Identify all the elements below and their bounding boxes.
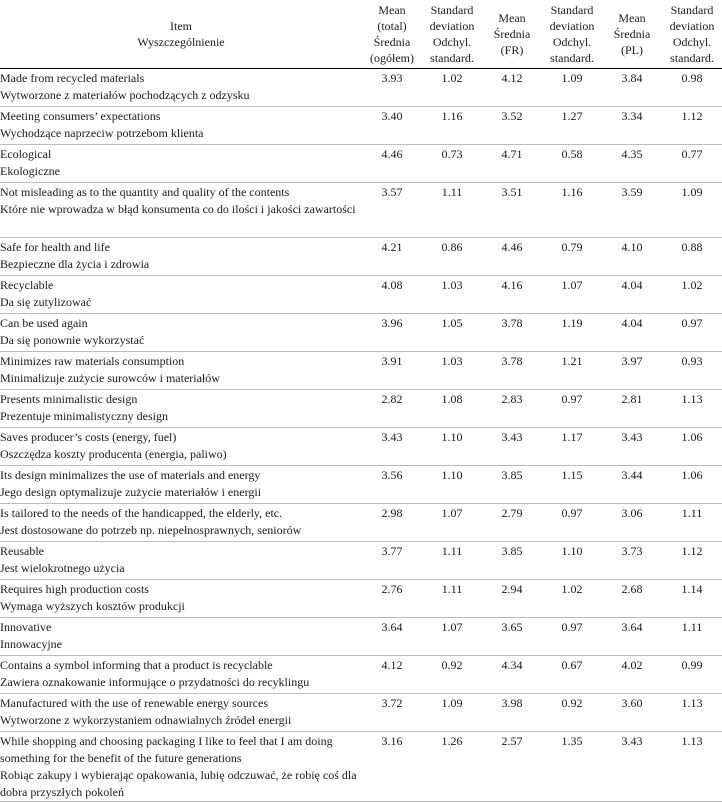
table-row bbox=[0, 580, 722, 618]
mean-total-cell: 3.43 bbox=[362, 428, 422, 466]
sd-total-cell: 1.05 bbox=[422, 314, 482, 352]
sd-fr-cell: 1.16 bbox=[542, 183, 602, 238]
item-cell bbox=[0, 390, 362, 428]
sd-pl-cell: 1.02 bbox=[662, 276, 722, 314]
sd-fr-cell: 1.09 bbox=[542, 69, 602, 107]
sd-fr-header: Standard deviation Odchyl. standard. bbox=[542, 0, 602, 69]
item-cell bbox=[0, 504, 362, 542]
item-label-pl: Da się zutylizować bbox=[0, 295, 92, 309]
mean-fr-cell: 4.46 bbox=[482, 238, 542, 276]
table-row bbox=[0, 276, 722, 314]
sd-pl-cell: 0.98 bbox=[662, 69, 722, 107]
sd-pl-cell: 1.11 bbox=[662, 504, 722, 542]
sd-total-cell: 1.11 bbox=[422, 542, 482, 580]
sd-total-cell: 1.07 bbox=[422, 618, 482, 656]
item-cell bbox=[0, 542, 362, 580]
item-cell bbox=[0, 580, 362, 618]
item-cell bbox=[0, 732, 362, 802]
item-label-pl: Wychodzące naprzeciw potrzebom klienta bbox=[0, 126, 204, 140]
mean-fr-cell: 2.83 bbox=[482, 390, 542, 428]
mean-total-cell: 2.82 bbox=[362, 390, 422, 428]
mean-fr-header: Mean Średnia (FR) bbox=[482, 0, 542, 69]
item-label-en: Presents minimalistic design bbox=[0, 392, 138, 406]
mean-total-cell: 4.21 bbox=[362, 238, 422, 276]
item-label-pl: Robiąc zakupy i wybierając opakowania, lubię odczuwać, że robię coś dla dobra przyszłych pokoleń bbox=[0, 768, 357, 799]
table-row bbox=[0, 183, 722, 238]
sd-pl-cell: 1.14 bbox=[662, 580, 722, 618]
mean-total-cell: 4.08 bbox=[362, 276, 422, 314]
mean-total-cell: 2.76 bbox=[362, 580, 422, 618]
sd-fr-cell: 1.19 bbox=[542, 314, 602, 352]
item-label-pl: Minimalizuje zużycie surowców i materiałów bbox=[0, 371, 220, 385]
item-cell bbox=[0, 69, 362, 107]
item-label-en: Meeting consumers’ expectations bbox=[0, 109, 161, 123]
item-cell bbox=[0, 238, 362, 276]
item-label-pl: Oszczędza koszty producenta (energia, paliwo) bbox=[0, 447, 227, 461]
table-body bbox=[0, 69, 722, 802]
item-label-en: Contains a symbol informing that a product is recyclable bbox=[0, 658, 273, 672]
sd-total-cell: 1.07 bbox=[422, 504, 482, 542]
item-label-en: Is tailored to the needs of the handicapped, the elderly, etc. bbox=[0, 506, 283, 520]
sd-pl-cell: 1.11 bbox=[662, 618, 722, 656]
sd-total-header: Standard deviation Odchyl. standard. bbox=[422, 0, 482, 69]
mean-total-cell: 3.72 bbox=[362, 694, 422, 732]
item-label-pl: Da się ponownie wykorzystać bbox=[0, 333, 145, 347]
item-label-pl: Prezentuje minimalistyczny design bbox=[0, 409, 168, 423]
mean-pl-cell: 3.44 bbox=[602, 466, 662, 504]
sd-fr-cell: 1.27 bbox=[542, 107, 602, 145]
mean-total-cell: 3.77 bbox=[362, 542, 422, 580]
sd-pl-cell: 1.12 bbox=[662, 542, 722, 580]
sd-total-cell: 1.09 bbox=[422, 694, 482, 732]
mean-fr-cell: 4.71 bbox=[482, 145, 542, 183]
sd-total-cell: 1.02 bbox=[422, 69, 482, 107]
item-label-pl: Zawiera oznakowanie informujące o przydatności do recyklingu bbox=[0, 675, 310, 689]
mean-pl-cell: 4.35 bbox=[602, 145, 662, 183]
mean-pl-cell: 3.43 bbox=[602, 428, 662, 466]
sd-fr-cell: 1.35 bbox=[542, 732, 602, 802]
item-label-pl: Wytworzone z materiałów pochodzących z odzysku bbox=[0, 88, 250, 102]
sd-fr-cell: 1.10 bbox=[542, 542, 602, 580]
mean-total-cell: 3.64 bbox=[362, 618, 422, 656]
sd-total-cell: 0.92 bbox=[422, 656, 482, 694]
sd-pl-cell: 1.13 bbox=[662, 732, 722, 802]
sd-pl-cell: 0.99 bbox=[662, 656, 722, 694]
mean-pl-cell: 4.04 bbox=[602, 314, 662, 352]
item-cell bbox=[0, 694, 362, 732]
mean-total-cell: 4.46 bbox=[362, 145, 422, 183]
mean-fr-cell: 2.94 bbox=[482, 580, 542, 618]
mean-total-header: Mean (total) Średnia (ogółem) bbox=[362, 0, 422, 69]
mean-pl-cell: 3.73 bbox=[602, 542, 662, 580]
item-label-en: Its design minimalizes the use of materials and energy bbox=[0, 468, 261, 482]
mean-total-cell: 3.16 bbox=[362, 732, 422, 802]
table-row bbox=[0, 314, 722, 352]
mean-fr-cell: 3.98 bbox=[482, 694, 542, 732]
sd-pl-cell: 0.93 bbox=[662, 352, 722, 390]
item-label-pl: Wytworzone z wykorzystaniem odnawialnych źródeł energii bbox=[0, 713, 292, 727]
item-label-pl: Które nie wprowadza w błąd konsumenta co do ilości i jakości zawartości bbox=[0, 202, 356, 216]
item-label-pl: Wymaga wyższych kosztów produkcji bbox=[0, 599, 185, 613]
item-label-en: Made from recycled materials bbox=[0, 71, 145, 85]
sd-total-cell: 1.08 bbox=[422, 390, 482, 428]
sd-pl-cell: 1.09 bbox=[662, 183, 722, 238]
sd-fr-cell: 1.21 bbox=[542, 352, 602, 390]
item-header-pl: Wyszczególnienie bbox=[137, 35, 225, 49]
table-row bbox=[0, 428, 722, 466]
sd-pl-cell: 1.06 bbox=[662, 428, 722, 466]
table-row bbox=[0, 732, 722, 802]
item-label-pl: Jest dostosowane do potrzeb np. niepełnosprawnych, seniorów bbox=[0, 523, 302, 537]
mean-pl-cell: 3.64 bbox=[602, 618, 662, 656]
table-row bbox=[0, 618, 722, 656]
item-label-en: While shopping and choosing packaging I like to feel that I am doing something for the benefit of the future generations bbox=[0, 734, 333, 765]
sd-pl-cell: 1.13 bbox=[662, 390, 722, 428]
item-cell bbox=[0, 183, 362, 238]
mean-fr-cell: 4.12 bbox=[482, 69, 542, 107]
mean-total-cell: 3.93 bbox=[362, 69, 422, 107]
table-row bbox=[0, 656, 722, 694]
item-label-en: Reusable bbox=[0, 544, 44, 558]
item-cell bbox=[0, 145, 362, 183]
sd-total-cell: 1.11 bbox=[422, 580, 482, 618]
item-cell bbox=[0, 107, 362, 145]
table-row bbox=[0, 352, 722, 390]
mean-pl-cell: 3.84 bbox=[602, 69, 662, 107]
mean-fr-cell: 3.52 bbox=[482, 107, 542, 145]
mean-fr-cell: 2.57 bbox=[482, 732, 542, 802]
item-cell bbox=[0, 466, 362, 504]
mean-total-cell: 3.96 bbox=[362, 314, 422, 352]
sd-fr-cell: 0.97 bbox=[542, 618, 602, 656]
item-header bbox=[0, 0, 362, 69]
sd-total-cell: 1.16 bbox=[422, 107, 482, 145]
table-row bbox=[0, 542, 722, 580]
mean-fr-cell: 3.51 bbox=[482, 183, 542, 238]
mean-fr-cell: 3.78 bbox=[482, 314, 542, 352]
item-label-en: Safe for health and life bbox=[0, 240, 110, 254]
mean-pl-cell: 3.06 bbox=[602, 504, 662, 542]
sd-pl-cell: 0.88 bbox=[662, 238, 722, 276]
item-label-en: Minimizes raw materials consumption bbox=[0, 354, 185, 368]
item-label-en: Requires high production costs bbox=[0, 582, 149, 596]
mean-fr-cell: 3.65 bbox=[482, 618, 542, 656]
mean-pl-cell: 3.60 bbox=[602, 694, 662, 732]
mean-fr-cell: 3.85 bbox=[482, 542, 542, 580]
mean-fr-cell: 4.16 bbox=[482, 276, 542, 314]
sd-fr-cell: 0.92 bbox=[542, 694, 602, 732]
mean-fr-cell: 2.79 bbox=[482, 504, 542, 542]
sd-pl-cell: 0.77 bbox=[662, 145, 722, 183]
item-label-pl: Ekologiczne bbox=[0, 164, 60, 178]
item-label-en: Recyclable bbox=[0, 278, 54, 292]
sd-fr-cell: 1.02 bbox=[542, 580, 602, 618]
item-cell bbox=[0, 352, 362, 390]
sd-total-cell: 1.10 bbox=[422, 428, 482, 466]
table-row bbox=[0, 69, 722, 107]
sd-pl-cell: 1.13 bbox=[662, 694, 722, 732]
mean-total-cell: 3.40 bbox=[362, 107, 422, 145]
table-row bbox=[0, 107, 722, 145]
sd-fr-cell: 0.97 bbox=[542, 504, 602, 542]
mean-pl-cell: 3.34 bbox=[602, 107, 662, 145]
mean-pl-cell: 2.68 bbox=[602, 580, 662, 618]
mean-fr-cell: 3.43 bbox=[482, 428, 542, 466]
mean-fr-cell: 4.34 bbox=[482, 656, 542, 694]
sd-pl-header: Standard deviation Odchyl. standard. bbox=[662, 0, 722, 69]
table-header-row bbox=[0, 0, 722, 69]
item-cell bbox=[0, 656, 362, 694]
sd-fr-cell: 0.79 bbox=[542, 238, 602, 276]
table-row bbox=[0, 145, 722, 183]
sd-total-cell: 1.03 bbox=[422, 276, 482, 314]
table-row bbox=[0, 694, 722, 732]
table-row bbox=[0, 238, 722, 276]
item-label-en: Can be used again bbox=[0, 316, 88, 330]
sd-fr-cell: 1.07 bbox=[542, 276, 602, 314]
sd-total-cell: 1.26 bbox=[422, 732, 482, 802]
mean-total-cell: 4.12 bbox=[362, 656, 422, 694]
item-cell bbox=[0, 428, 362, 466]
mean-fr-cell: 3.78 bbox=[482, 352, 542, 390]
sd-total-cell: 0.73 bbox=[422, 145, 482, 183]
item-header-en: Item bbox=[170, 19, 192, 33]
item-label-pl: Jego design optymalizuje zużycie materiałów i energii bbox=[0, 485, 262, 499]
table-row bbox=[0, 504, 722, 542]
sd-pl-cell: 0.97 bbox=[662, 314, 722, 352]
mean-total-cell: 3.56 bbox=[362, 466, 422, 504]
mean-pl-cell: 3.43 bbox=[602, 732, 662, 802]
mean-pl-header: Mean Średnia (PL) bbox=[602, 0, 662, 69]
mean-pl-cell: 4.04 bbox=[602, 276, 662, 314]
mean-pl-cell: 2.81 bbox=[602, 390, 662, 428]
item-label-en: Not misleading as to the quantity and quality of the contents bbox=[0, 185, 290, 199]
mean-fr-cell: 3.85 bbox=[482, 466, 542, 504]
mean-pl-cell: 3.59 bbox=[602, 183, 662, 238]
mean-pl-cell: 3.97 bbox=[602, 352, 662, 390]
item-label-en: Ecological bbox=[0, 147, 52, 161]
table-row bbox=[0, 390, 722, 428]
sd-fr-cell: 0.58 bbox=[542, 145, 602, 183]
sd-total-cell: 1.11 bbox=[422, 183, 482, 238]
item-cell bbox=[0, 314, 362, 352]
mean-total-cell: 3.91 bbox=[362, 352, 422, 390]
sd-pl-cell: 1.06 bbox=[662, 466, 722, 504]
sd-total-cell: 0.86 bbox=[422, 238, 482, 276]
mean-total-cell: 2.98 bbox=[362, 504, 422, 542]
table-row bbox=[0, 466, 722, 504]
item-label-en: Saves producer’s costs (energy, fuel) bbox=[0, 430, 177, 444]
mean-pl-cell: 4.02 bbox=[602, 656, 662, 694]
sd-total-cell: 1.10 bbox=[422, 466, 482, 504]
sd-pl-cell: 1.12 bbox=[662, 107, 722, 145]
item-label-en: Manufactured with the use of renewable energy sources bbox=[0, 696, 269, 710]
item-label-pl: Innowacyjne bbox=[0, 637, 62, 651]
sd-fr-cell: 0.97 bbox=[542, 390, 602, 428]
sd-fr-cell: 1.17 bbox=[542, 428, 602, 466]
item-cell bbox=[0, 618, 362, 656]
item-label-en: Innovative bbox=[0, 620, 52, 634]
sd-fr-cell: 0.67 bbox=[542, 656, 602, 694]
item-label-pl: Jest wielokrotnego użycia bbox=[0, 561, 125, 575]
sd-fr-cell: 1.15 bbox=[542, 466, 602, 504]
mean-pl-cell: 4.10 bbox=[602, 238, 662, 276]
item-label-pl: Bezpieczne dla życia i zdrowia bbox=[0, 257, 150, 271]
sd-total-cell: 1.03 bbox=[422, 352, 482, 390]
item-cell bbox=[0, 276, 362, 314]
mean-total-cell: 3.57 bbox=[362, 183, 422, 238]
